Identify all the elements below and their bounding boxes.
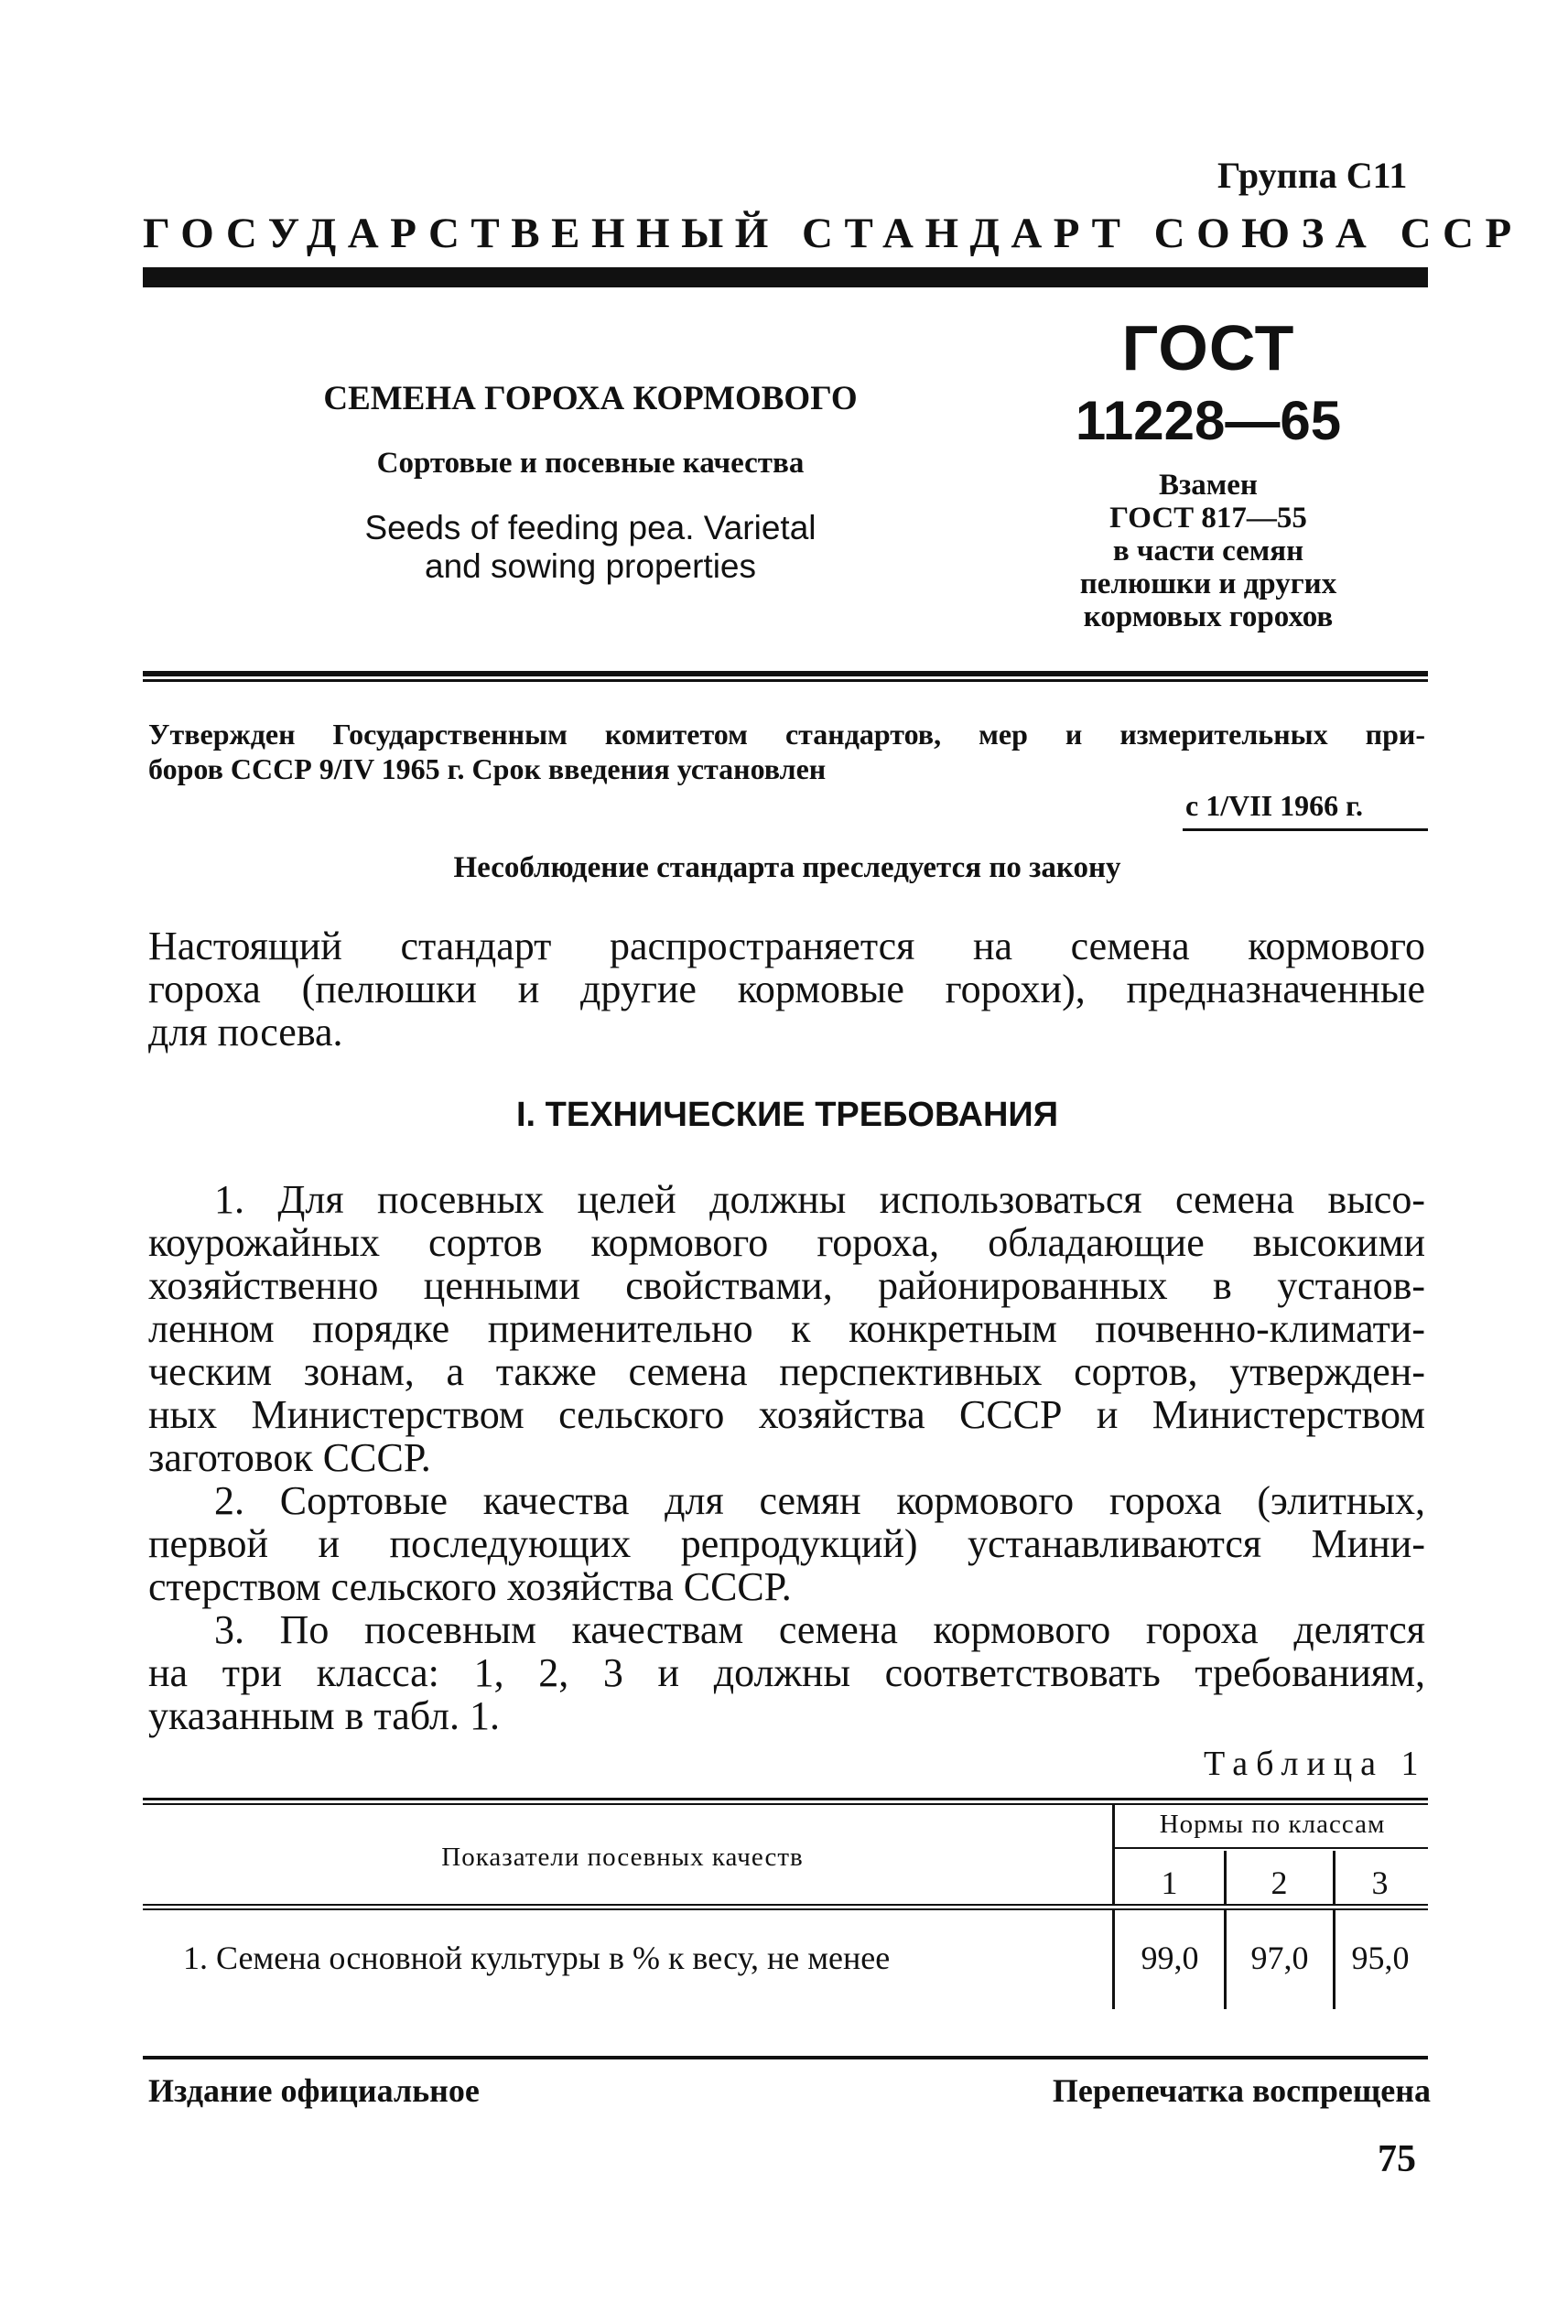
table-row-label: 1. Семена основной культуры в % к весу, не менее bbox=[183, 1940, 891, 1976]
text-line: ных Министерством сельского хозяйства СССР и Министерством bbox=[148, 1392, 1425, 1437]
text-line: указанным в табл. 1. bbox=[148, 1693, 500, 1738]
replaces-line: в части семян bbox=[1112, 535, 1304, 567]
approval-line: Утвержден Государственным комитетом стандартов, мер и измерительных при- bbox=[148, 718, 1425, 751]
gost-number: 11228—65 bbox=[1075, 390, 1342, 451]
footer-rule bbox=[143, 2056, 1428, 2059]
approval-line: боров СССР 9/IV 1965 г. Срок введения установлен bbox=[148, 752, 827, 785]
text-line: 1. Для посевных целей должны использоваться семена высо- bbox=[214, 1177, 1425, 1222]
text-line: хозяйственно ценными свойствами, районированных в установ- bbox=[148, 1263, 1425, 1308]
replaces-line: пелюшки и других bbox=[1079, 567, 1337, 600]
row-vline bbox=[1112, 1910, 1115, 2009]
replaces-block bbox=[1016, 469, 1400, 633]
header-indicator: Показатели посевных качеств bbox=[441, 1843, 804, 1872]
class-header: 3 bbox=[1371, 1865, 1390, 1901]
header-norms-rule bbox=[1115, 1847, 1428, 1849]
text-line: Настоящий стандарт распространяется на семена кормового bbox=[148, 924, 1425, 968]
effective-date: с 1/VII 1966 г. bbox=[1185, 789, 1364, 822]
intro-paragraph bbox=[148, 924, 1425, 1054]
table-top-rule-2 bbox=[143, 1803, 1428, 1805]
document-subtitle: Сортовые и посевные качества bbox=[376, 447, 805, 480]
paragraph-2 bbox=[148, 1479, 1425, 1608]
document-title: СЕМЕНА ГОРОХА КОРМОВОГО bbox=[323, 380, 858, 417]
english-title-line: and sowing properties bbox=[425, 547, 756, 585]
text-line: первой и последующих репродукций) устанавливаются Мини- bbox=[148, 1521, 1425, 1566]
header-bottom-rule bbox=[143, 1904, 1428, 1906]
footer-reprint: Перепечатка воспрещена bbox=[1052, 2072, 1431, 2109]
text-line: для посева. bbox=[148, 1010, 343, 1054]
replaces-line: ГОСТ 817—55 bbox=[1109, 502, 1307, 535]
section-title: I. ТЕХНИЧЕСКИЕ ТРЕБОВАНИЯ bbox=[515, 1096, 1059, 1134]
row-vline bbox=[1333, 1910, 1336, 2009]
table-cell: 95,0 bbox=[1351, 1940, 1410, 1976]
divider-rule bbox=[143, 671, 1428, 676]
text-line: ческим зонам, а также семена перспективных сортов, утвержден- bbox=[148, 1349, 1425, 1394]
header-bottom-rule-2 bbox=[143, 1908, 1428, 1910]
text-line: на три класса: 1, 2, 3 и должны соответствовать требованиям, bbox=[148, 1650, 1425, 1695]
row-vline bbox=[1224, 1910, 1227, 2009]
group-code: Группа С11 bbox=[1217, 155, 1408, 196]
table-caption: Таблица 1 bbox=[1204, 1745, 1427, 1783]
gost-label: ГОСТ bbox=[1121, 312, 1295, 384]
class-header: 2 bbox=[1271, 1865, 1289, 1901]
table-top-rule bbox=[143, 1798, 1428, 1800]
paragraph-1 bbox=[148, 1178, 1425, 1479]
text-line: стерством сельского хозяйства СССР. bbox=[148, 1564, 792, 1609]
header-vline bbox=[1224, 1851, 1227, 1904]
law-notice: Несоблюдение стандарта преследуется по закону bbox=[453, 851, 1121, 884]
text-line: ленном порядке применительно к конкретным почвенно-климати- bbox=[148, 1306, 1425, 1351]
table-cell: 97,0 bbox=[1250, 1940, 1309, 1976]
page-number: 75 bbox=[1378, 2138, 1416, 2180]
table-cell: 99,0 bbox=[1141, 1940, 1199, 1976]
state-standard-heading: ГОСУДАРСТВЕННЫЙ СТАНДАРТ СОЮЗА ССР bbox=[143, 210, 1523, 257]
paragraph-3 bbox=[148, 1608, 1425, 1737]
english-title bbox=[238, 509, 943, 586]
class-header: 1 bbox=[1161, 1865, 1179, 1901]
header-vline bbox=[1112, 1805, 1115, 1904]
text-line: 2. Сортовые качества для семян кормового гороха (элитных, bbox=[214, 1478, 1425, 1523]
header-norms: Нормы по классам bbox=[1159, 1810, 1386, 1839]
footer-official: Издание официальное bbox=[148, 2072, 480, 2109]
divider-rule-thin bbox=[143, 679, 1428, 682]
text-line: 3. По посевным качествам семена кормового гороха делятся bbox=[214, 1607, 1425, 1652]
header-vline bbox=[1333, 1851, 1336, 1904]
text-line: гороха (пелюшки и другие кормовые горохи), предназначенные bbox=[148, 967, 1425, 1011]
top-thick-rule bbox=[143, 267, 1428, 287]
replaces-line: кормовых горохов bbox=[1083, 600, 1334, 633]
english-title-line: Seeds of feeding pea. Varietal bbox=[364, 509, 816, 546]
text-line: заготовок СССР. bbox=[148, 1435, 431, 1480]
text-line: коурожайных сортов кормового гороха, обладающие высокими bbox=[148, 1220, 1425, 1265]
date-underline bbox=[1183, 828, 1428, 831]
replaces-line: Взамен bbox=[1159, 469, 1258, 502]
